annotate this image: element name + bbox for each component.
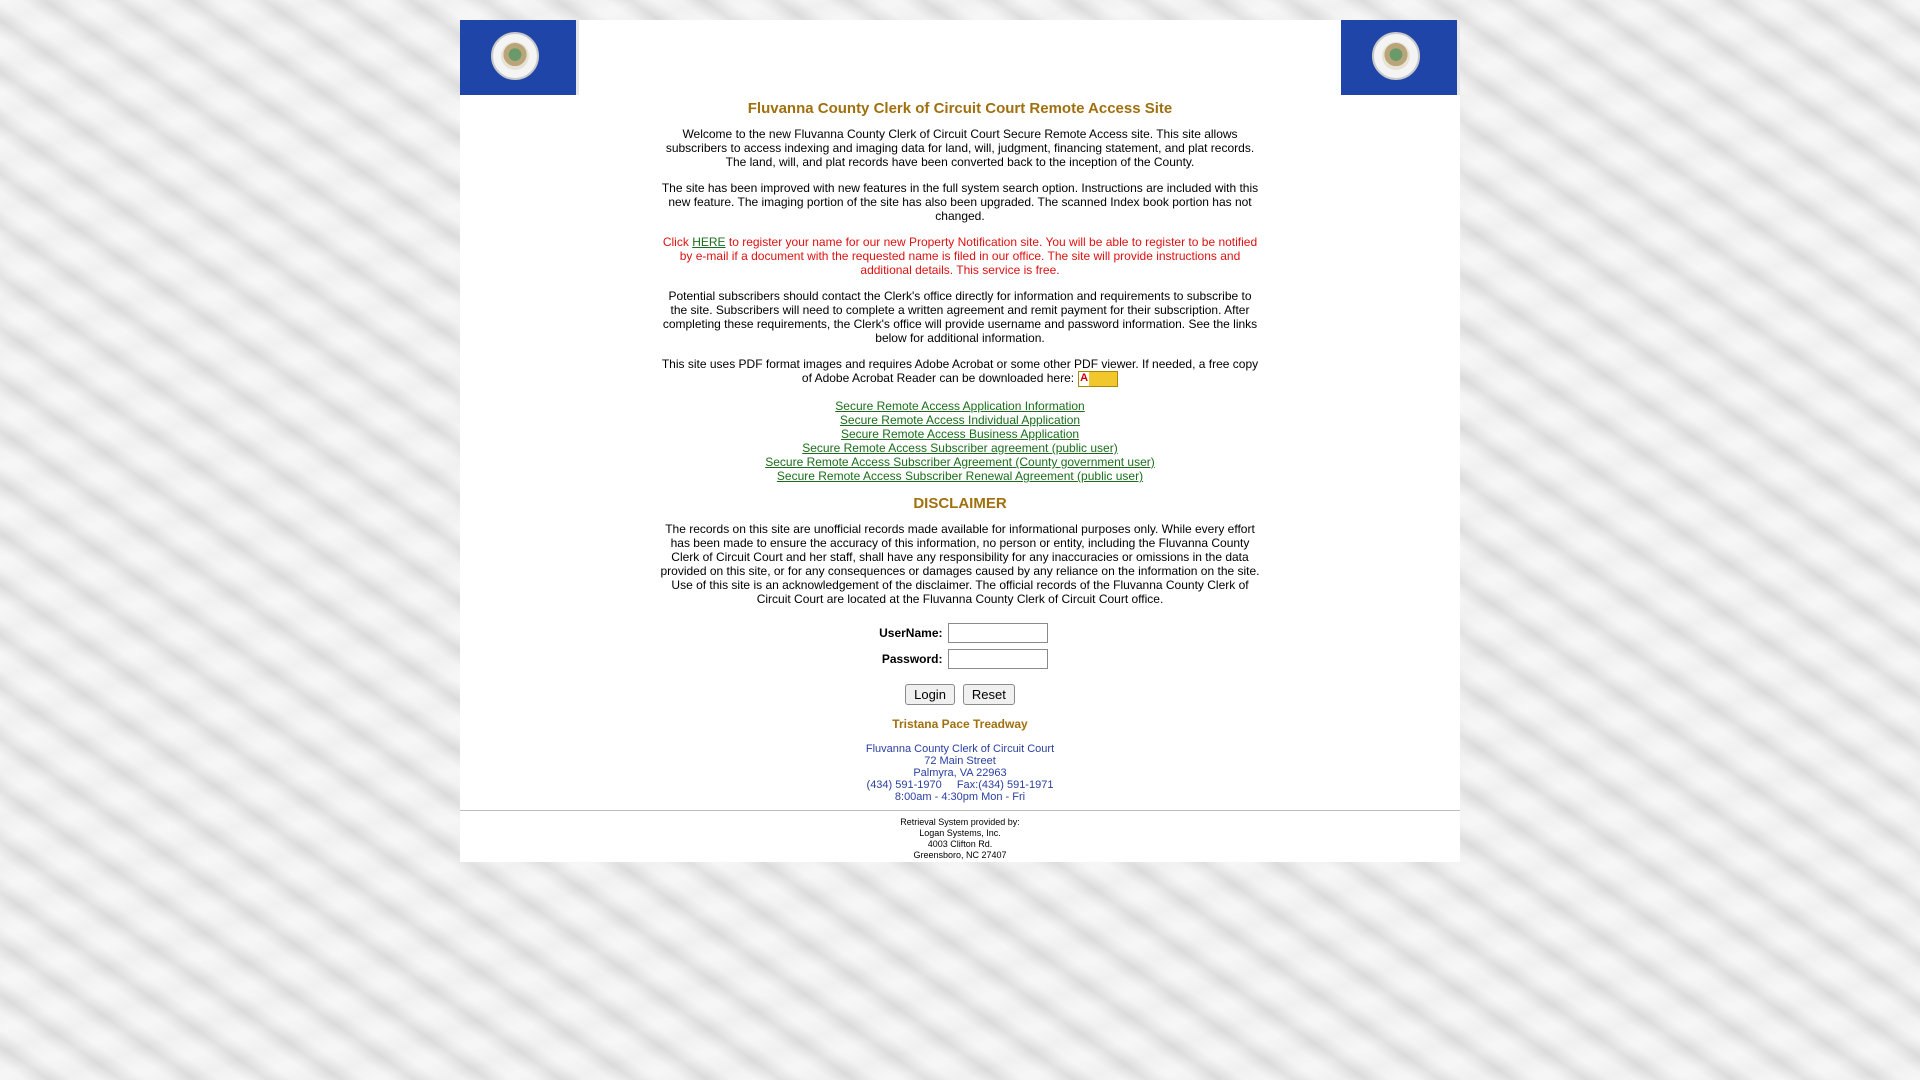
disclaimer-text: The records on this site are unofficial records made available for informational purposes only. While every effort has been made to ensure the accuracy of this information, no person or entity, including the Fluvanna County Clerk of Circuit Court and her staff, shall have any responsibility for any inaccuracies or omissions in the data provided on this site, or for any consequences or damages caused by any reliance on the information on the site. Use of this site is an acknowledgement of the disclaimer. The official records of the Fluvanna County Clerk of Circuit Court are located at the Fluvanna County Clerk of Circuit Court office. (660, 522, 1260, 606)
disclaimer-title: DISCLAIMER (913, 495, 1007, 512)
username-row (660, 620, 1260, 646)
login-button[interactable]: Login (905, 684, 955, 705)
application-information-link[interactable]: Secure Remote Access Application Information (835, 399, 1085, 413)
page-panel (460, 20, 1460, 862)
virginia-flag-icon (1341, 20, 1460, 95)
main-content (660, 100, 1260, 803)
office-hours: 8:00am - 4:30pm Mon - Fri (894, 791, 1026, 803)
business-application-link[interactable]: Secure Remote Access Business Application (840, 427, 1080, 441)
intro-paragraph: Welcome to the new Fluvanna County Clerk of Circuit Court Secure Remote Access site. This site allows subscribers to access indexing and imaging data for land, will, judgment, financing statement, and plat records. The land, will, and plat records have been converted back to the inception of the County. (665, 127, 1255, 169)
office-name: Fluvanna County Clerk of Circuit Court (865, 743, 1055, 755)
page-title: Fluvanna County Clerk of Circuit Court Remote Access Site (747, 100, 1173, 117)
document-links (660, 399, 1260, 483)
notification-click-text: Click (662, 235, 693, 249)
form-buttons (660, 684, 1260, 705)
notification-paragraph (660, 235, 1260, 277)
individual-application-link[interactable]: Secure Remote Access Individual Application (839, 413, 1081, 427)
state-seal-icon (1372, 32, 1420, 80)
pdf-paragraph (660, 357, 1260, 387)
footer-street: 4003 Clifton Rd. (927, 839, 993, 849)
phone-line (660, 779, 1260, 791)
state-seal-icon (491, 32, 539, 80)
clerk-address (660, 743, 1260, 803)
login-form (660, 620, 1260, 705)
username-label: UserName: (879, 626, 943, 640)
fax-number: Fax:(434) 591-1971 (956, 779, 1054, 791)
notification-text: to register your name for our new Property Notification site. You will be able to register to be notified by e-mail if a document with the requested name is filed in our office. The site will provide instructions and additional details. This service is free. (679, 235, 1258, 277)
footer (460, 817, 1460, 861)
password-input[interactable] (948, 649, 1048, 669)
subscriber-agreement-public-link[interactable]: Secure Remote Access Subscriber agreement (public user) (802, 441, 1118, 455)
footer-city: Greensboro, NC 27407 (913, 850, 1007, 860)
virginia-flag-icon (460, 20, 579, 95)
footer-company: Logan Systems, Inc. (919, 828, 1001, 838)
password-row (660, 646, 1260, 672)
reset-button[interactable]: Reset (963, 684, 1015, 705)
renewal-agreement-link[interactable]: Secure Remote Access Subscriber Renewal Agreement (public user) (776, 469, 1144, 483)
subscriber-paragraph: Potential subscribers should contact the Clerk's office directly for information and requirements to subscribe to the site. Subscribers will need to complete a written agreement and remit payment for their subscription. After completing these requirements, the Clerk's office will provide username and password information. See the links below for additional information. (662, 289, 1258, 345)
footer-provider-line: Retrieval System provided by: (900, 817, 1020, 827)
username-input[interactable] (948, 623, 1048, 643)
password-label: Password: (881, 652, 943, 666)
clerk-name: Tristana Pace Treadway (892, 717, 1028, 731)
city-state-zip: Palmyra, VA 22963 (913, 767, 1007, 779)
notification-here-link[interactable]: HERE (692, 235, 726, 249)
street-address: 72 Main Street (924, 755, 996, 767)
features-paragraph: The site has been improved with new features in the full system search option. Instructions are included with this new feature. The imaging portion of the site has also been upgraded. The scanned Index book portion has not changed. (661, 181, 1259, 223)
subscriber-agreement-county-link[interactable]: Secure Remote Access Subscriber Agreement (County government user) (765, 455, 1155, 469)
pdf-note-text: This site uses PDF format images and requires Adobe Acrobat or some other PDF viewer. If needed, a free copy of Adobe Acrobat Reader can be downloaded here: (661, 357, 1259, 386)
phone-number: (434) 591-1970 (866, 779, 942, 791)
adobe-reader-icon[interactable] (1078, 371, 1118, 387)
footer-divider (460, 810, 1460, 811)
